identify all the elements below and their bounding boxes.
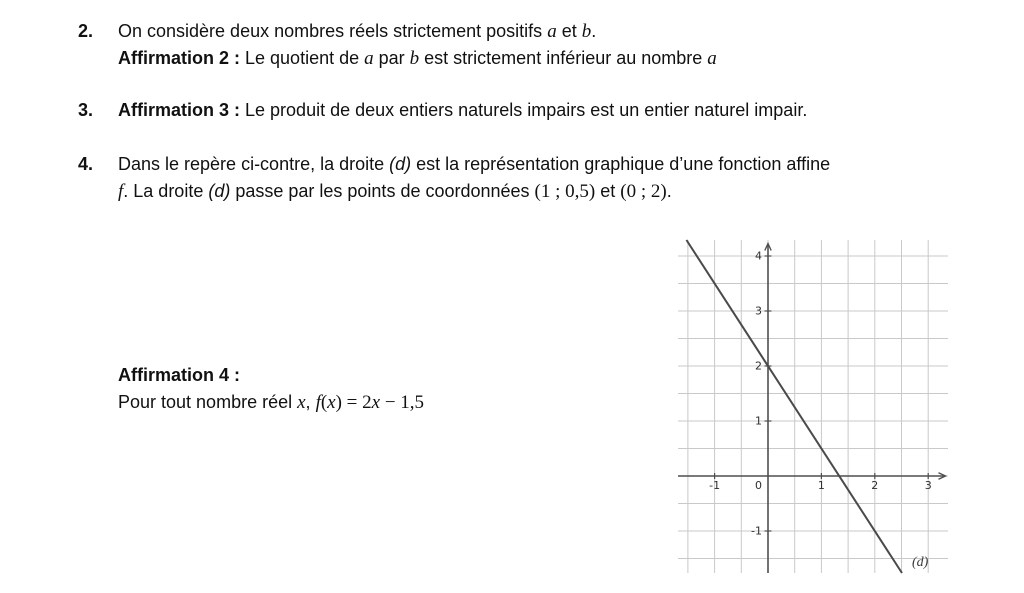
text-run: Pour tout nombre réel	[118, 392, 298, 412]
item-number: 2.	[78, 21, 94, 41]
math-variable: x	[327, 392, 336, 413]
x-tick-label: 1	[817, 479, 825, 492]
text-run: ,	[305, 392, 316, 412]
math-variable: x	[297, 392, 306, 413]
math-variable: a	[707, 48, 717, 69]
math-variable: a	[364, 48, 374, 69]
coordinate-plane	[660, 232, 960, 584]
x-tick-label: 3	[924, 479, 932, 492]
x-tick-label: 2	[871, 479, 879, 492]
text-run: Le quotient de	[240, 48, 365, 68]
text-run: . La droite	[123, 181, 209, 201]
item-number: 4.	[78, 154, 94, 174]
text-run: passe par les points de coordonnées	[230, 181, 535, 201]
origin-label: 0	[755, 479, 762, 492]
math-variable: b	[581, 21, 592, 42]
text-line	[118, 178, 830, 205]
text-run: est strictement inférieur au nombre	[419, 48, 708, 68]
graph-panel	[660, 232, 960, 584]
exercise-item-3	[78, 97, 807, 124]
text-run: .	[591, 21, 597, 41]
math-text: ) = 2	[335, 392, 372, 413]
y-tick-label: 3	[755, 304, 762, 318]
text-run: et	[595, 181, 621, 201]
text-line	[118, 362, 424, 389]
affirmation-label: Affirmation 4 :	[118, 365, 241, 385]
text-run: Dans le repère ci-contre, la droite	[118, 154, 390, 174]
y-tick-label: 2	[755, 359, 762, 373]
y-tick-label: 4	[755, 249, 762, 263]
affirmation-label: Affirmation 3 :	[118, 100, 241, 120]
coordinate-pair: (1 ; 0,5)	[534, 181, 596, 202]
math-variable: a	[547, 21, 557, 42]
line-d-label: (d)	[912, 555, 929, 570]
x-tick-label: -1	[709, 479, 721, 492]
text-line	[118, 45, 717, 72]
text-line	[118, 389, 424, 416]
line-d-reference: (d)	[389, 154, 412, 174]
axes	[678, 244, 946, 574]
exercise-item-2	[78, 18, 717, 72]
text-run: On considère deux nombres réels strictement positifs	[118, 21, 548, 41]
math-variable: b	[409, 48, 420, 69]
math-text: (	[320, 392, 328, 413]
y-tick-label: 1	[755, 414, 762, 428]
text-run: .	[666, 181, 672, 201]
text-run: Le produit de deux entiers naturels impairs est un entier naturel impair.	[240, 100, 808, 120]
text-run: est la représentation graphique d’une fonction affine	[411, 154, 831, 174]
text-line	[118, 151, 830, 178]
exercise-item-4	[78, 151, 830, 205]
affirmation-label: Affirmation 2 :	[118, 48, 241, 68]
text-line	[118, 97, 807, 124]
line-d-reference: (d)	[208, 181, 231, 201]
math-variable: f	[118, 181, 124, 202]
text-run: et	[556, 21, 582, 41]
item-number: 3.	[78, 100, 94, 120]
math-variable: f	[315, 392, 321, 413]
text-line	[118, 18, 717, 45]
text-run: par	[373, 48, 410, 68]
affirmation-4-block	[118, 362, 424, 416]
math-variable: x	[371, 392, 381, 413]
y-tick-label: -1	[751, 524, 762, 538]
coordinate-pair: (0 ; 2)	[620, 181, 667, 202]
math-text: − 1,5	[380, 392, 425, 413]
